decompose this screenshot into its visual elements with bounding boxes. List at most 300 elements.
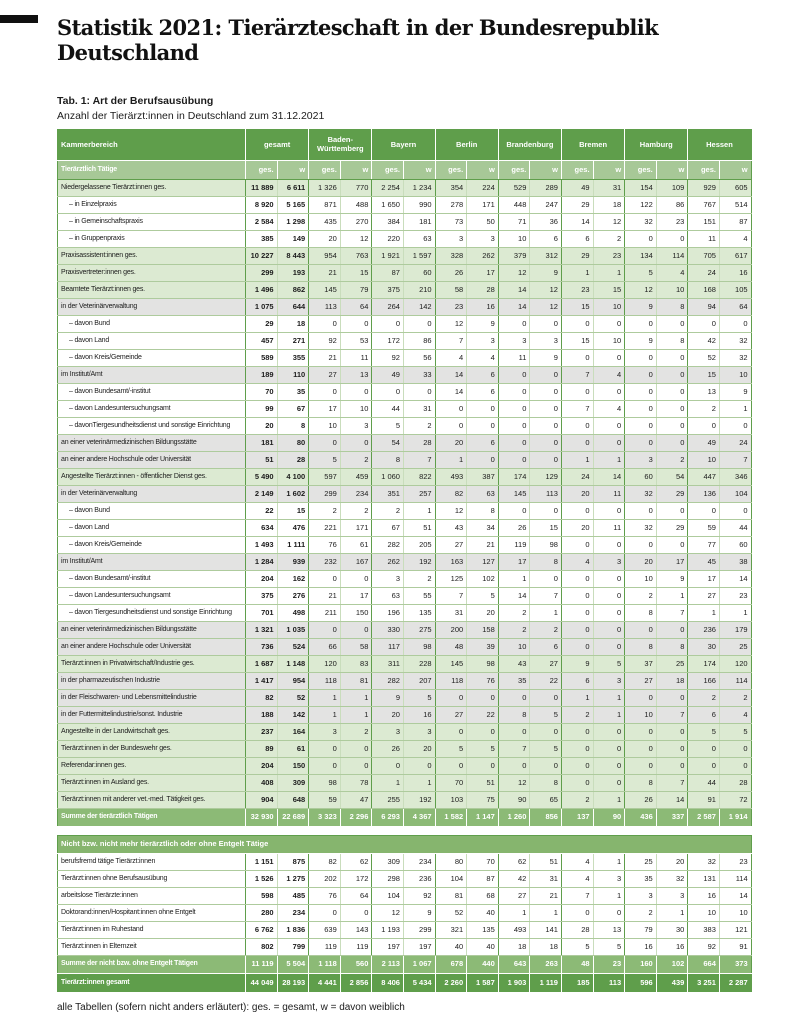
value-cell: 5 xyxy=(403,690,435,707)
value-cell: 1 321 xyxy=(246,622,278,639)
value-cell: 0 xyxy=(593,571,625,588)
value-cell: 7 xyxy=(719,452,751,469)
value-cell: 8 xyxy=(656,299,688,316)
value-cell: 102 xyxy=(656,956,688,974)
value-cell: 0 xyxy=(340,571,372,588)
value-cell: 355 xyxy=(277,350,309,367)
value-cell: 33 xyxy=(403,367,435,384)
value-cell: 28 xyxy=(277,452,309,469)
value-cell: 21 xyxy=(309,265,341,282)
value-cell: 76 xyxy=(309,888,341,905)
value-cell: 42 xyxy=(688,333,720,350)
value-cell: 15 xyxy=(561,333,593,350)
column-header-kammerbereich: Kammerbereich xyxy=(58,130,246,161)
value-cell: 0 xyxy=(498,384,530,401)
value-cell: 125 xyxy=(435,571,467,588)
value-cell: 299 xyxy=(309,486,341,503)
value-cell: 321 xyxy=(435,922,467,939)
value-cell: 4 xyxy=(435,350,467,367)
row-label: an einer veterinärmedizinischen Bildungsstätte xyxy=(58,435,246,452)
value-cell: 81 xyxy=(340,673,372,690)
value-cell: 25 xyxy=(656,656,688,673)
value-cell: 1 xyxy=(530,605,562,622)
value-cell: 12 xyxy=(625,282,657,299)
value-cell: 32 xyxy=(719,350,751,367)
value-cell: 60 xyxy=(625,469,657,486)
value-cell: 0 xyxy=(593,350,625,367)
value-cell: 109 xyxy=(656,180,688,197)
value-cell: 21 xyxy=(530,888,562,905)
value-cell: 644 xyxy=(277,299,309,316)
subcolumn-header: w xyxy=(403,161,435,180)
value-cell: 12 xyxy=(593,214,625,231)
value-cell: 493 xyxy=(435,469,467,486)
value-cell: 736 xyxy=(246,639,278,656)
value-cell: 12 xyxy=(498,775,530,792)
row-label: in der Fleischwaren- und Lebensmittelindustrie xyxy=(58,690,246,707)
value-cell: 0 xyxy=(403,316,435,333)
column-group-header: Berlin xyxy=(435,130,498,161)
row-label: Praxisvertreter:innen ges. xyxy=(58,265,246,282)
value-cell: 17 xyxy=(309,401,341,418)
value-cell: 1 914 xyxy=(719,809,751,827)
value-cell: 2 xyxy=(561,707,593,724)
value-cell: 119 xyxy=(498,537,530,554)
value-cell: 27 xyxy=(435,707,467,724)
value-cell: 204 xyxy=(246,571,278,588)
value-cell: 0 xyxy=(625,316,657,333)
value-cell: 5 xyxy=(309,452,341,469)
value-cell: 2 xyxy=(719,690,751,707)
value-cell: 0 xyxy=(435,418,467,435)
value-cell: 0 xyxy=(656,690,688,707)
value-cell: 1 xyxy=(561,690,593,707)
caption-block xyxy=(57,95,800,122)
statistics-table-inactive xyxy=(57,835,752,993)
value-cell: 20 xyxy=(561,486,593,503)
value-cell: 51 xyxy=(467,775,499,792)
value-cell: 23 xyxy=(719,854,751,871)
value-cell: 145 xyxy=(435,656,467,673)
value-cell: 664 xyxy=(688,956,720,974)
value-cell: 12 xyxy=(435,316,467,333)
value-cell: 13 xyxy=(593,922,625,939)
value-cell: 0 xyxy=(309,435,341,452)
value-cell: 2 xyxy=(561,792,593,809)
value-cell: 10 xyxy=(625,707,657,724)
column-group-header: Hamburg xyxy=(625,130,688,161)
value-cell: 29 xyxy=(561,197,593,214)
value-cell: 282 xyxy=(372,673,404,690)
value-cell: 0 xyxy=(530,367,562,384)
table-row xyxy=(58,888,752,905)
value-cell: 64 xyxy=(340,888,372,905)
value-cell: 14 xyxy=(498,299,530,316)
value-cell: 21 xyxy=(467,537,499,554)
value-cell: 0 xyxy=(719,418,751,435)
value-cell: 7 xyxy=(530,588,562,605)
value-cell: 1 xyxy=(656,905,688,922)
value-cell: 0 xyxy=(688,741,720,758)
value-cell: 193 xyxy=(277,265,309,282)
table-row xyxy=(58,486,752,503)
value-cell: 40 xyxy=(467,939,499,956)
value-cell: 929 xyxy=(688,180,720,197)
value-cell: 0 xyxy=(530,418,562,435)
subheader-row xyxy=(58,161,752,180)
value-cell: 2 xyxy=(372,503,404,520)
value-cell: 280 xyxy=(246,905,278,922)
value-cell: 142 xyxy=(403,299,435,316)
value-cell: 16 xyxy=(467,299,499,316)
value-cell: 171 xyxy=(467,197,499,214)
value-cell: 596 xyxy=(625,974,657,993)
row-label: Praxisassistent:innen ges. xyxy=(58,248,246,265)
value-cell: 2 149 xyxy=(246,486,278,503)
value-cell: 102 xyxy=(467,571,499,588)
value-cell: 205 xyxy=(403,537,435,554)
value-cell: 0 xyxy=(498,452,530,469)
value-cell: 7 xyxy=(561,888,593,905)
value-cell: 5 165 xyxy=(277,197,309,214)
row-label: im Institut/Amt xyxy=(58,554,246,571)
value-cell: 387 xyxy=(467,469,499,486)
value-cell: 289 xyxy=(530,180,562,197)
value-cell: 0 xyxy=(625,537,657,554)
value-cell: 0 xyxy=(530,384,562,401)
value-cell: 0 xyxy=(561,639,593,656)
value-cell: 0 xyxy=(688,418,720,435)
value-cell: 605 xyxy=(719,180,751,197)
value-cell: 2 xyxy=(593,231,625,248)
value-cell: 141 xyxy=(530,922,562,939)
value-cell: 2 xyxy=(498,605,530,622)
table-row xyxy=(58,248,752,265)
row-label: – in Gruppenpraxis xyxy=(58,231,246,248)
value-cell: 181 xyxy=(246,435,278,452)
value-cell: 2 260 xyxy=(435,974,467,993)
value-cell: 2 xyxy=(688,401,720,418)
value-cell: 1 xyxy=(593,707,625,724)
value-cell: 9 xyxy=(372,690,404,707)
value-cell: 27 xyxy=(498,888,530,905)
value-cell: 4 441 xyxy=(309,974,341,993)
value-cell: 127 xyxy=(467,554,499,571)
value-cell: 154 xyxy=(625,180,657,197)
value-cell: 28 xyxy=(403,435,435,452)
value-cell: 408 xyxy=(246,775,278,792)
value-cell: 31 xyxy=(593,180,625,197)
value-cell: 299 xyxy=(403,922,435,939)
value-cell: 634 xyxy=(246,520,278,537)
value-cell: 81 xyxy=(435,888,467,905)
value-cell: 5 xyxy=(719,724,751,741)
row-label: – davon Bund xyxy=(58,316,246,333)
value-cell: 174 xyxy=(498,469,530,486)
table-row xyxy=(58,639,752,656)
value-cell: 34 xyxy=(467,520,499,537)
value-cell: 75 xyxy=(467,792,499,809)
value-cell: 98 xyxy=(467,656,499,673)
value-cell: 20 xyxy=(561,520,593,537)
value-cell: 0 xyxy=(435,758,467,775)
value-cell: 299 xyxy=(246,265,278,282)
value-cell: 383 xyxy=(688,922,720,939)
value-cell: 1 xyxy=(340,707,372,724)
table-row xyxy=(58,656,752,673)
value-cell: 10 xyxy=(593,333,625,350)
value-cell: 197 xyxy=(372,939,404,956)
value-cell: 0 xyxy=(561,503,593,520)
value-cell: 0 xyxy=(309,571,341,588)
value-cell: 82 xyxy=(246,690,278,707)
value-cell: 0 xyxy=(309,316,341,333)
value-cell: 763 xyxy=(340,248,372,265)
value-cell: 92 xyxy=(309,333,341,350)
value-cell: 0 xyxy=(625,724,657,741)
value-cell: 131 xyxy=(688,871,720,888)
value-cell: 79 xyxy=(625,922,657,939)
value-cell: 0 xyxy=(530,316,562,333)
value-cell: 20 xyxy=(246,418,278,435)
value-cell: 0 xyxy=(561,435,593,452)
value-cell: 498 xyxy=(277,605,309,622)
table-row xyxy=(58,741,752,758)
value-cell: 1 xyxy=(593,792,625,809)
value-cell: 0 xyxy=(593,605,625,622)
value-cell: 189 xyxy=(246,367,278,384)
value-cell: 0 xyxy=(719,503,751,520)
value-cell: 0 xyxy=(656,384,688,401)
value-cell: 1 xyxy=(593,452,625,469)
value-cell: 705 xyxy=(688,248,720,265)
row-label: Angestellte in der Landwirtschaft ges. xyxy=(58,724,246,741)
value-cell: 10 xyxy=(625,571,657,588)
value-cell: 436 xyxy=(625,809,657,827)
value-cell: 76 xyxy=(309,537,341,554)
value-cell: 32 xyxy=(625,214,657,231)
row-label: Tierärzt:innen in Elternzeit xyxy=(58,939,246,956)
value-cell: 32 xyxy=(688,854,720,871)
value-cell: 20 xyxy=(435,435,467,452)
subcolumn-header: ges. xyxy=(561,161,593,180)
table-row xyxy=(58,554,752,571)
value-cell: 0 xyxy=(309,384,341,401)
value-cell: 142 xyxy=(277,707,309,724)
subcolumn-header: ges. xyxy=(688,161,720,180)
value-cell: 0 xyxy=(625,690,657,707)
value-cell: 6 xyxy=(467,367,499,384)
value-cell: 0 xyxy=(656,741,688,758)
value-cell: 17 xyxy=(340,588,372,605)
value-cell: 2 xyxy=(340,452,372,469)
value-cell: 9 xyxy=(467,316,499,333)
value-cell: 119 xyxy=(309,939,341,956)
value-cell: 70 xyxy=(246,384,278,401)
value-cell: 3 251 xyxy=(688,974,720,993)
value-cell: 0 xyxy=(593,639,625,656)
value-cell: 39 xyxy=(467,639,499,656)
value-cell: 61 xyxy=(340,537,372,554)
value-cell: 5 xyxy=(467,588,499,605)
value-cell: 234 xyxy=(403,854,435,871)
value-cell: 52 xyxy=(435,905,467,922)
value-cell: 262 xyxy=(372,554,404,571)
value-cell: 27 xyxy=(625,673,657,690)
value-cell: 35 xyxy=(625,871,657,888)
value-cell: 10 xyxy=(719,367,751,384)
table-row xyxy=(58,418,752,435)
value-cell: 0 xyxy=(625,503,657,520)
table-row xyxy=(58,690,752,707)
column-group-header: Brandenburg xyxy=(498,130,561,161)
value-cell: 4 xyxy=(719,231,751,248)
value-cell: 2 113 xyxy=(372,956,404,974)
value-cell: 14 xyxy=(498,588,530,605)
value-cell: 9 xyxy=(403,905,435,922)
table-row xyxy=(58,282,752,299)
value-cell: 37 xyxy=(625,656,657,673)
value-cell: 0 xyxy=(498,690,530,707)
value-cell: 15 xyxy=(530,520,562,537)
section-title: Tierärztlich Tätige xyxy=(58,161,246,180)
value-cell: 0 xyxy=(340,758,372,775)
value-cell: 6 xyxy=(561,231,593,248)
value-cell: 13 xyxy=(688,384,720,401)
row-label: arbeitslose Tierärzte:innen xyxy=(58,888,246,905)
value-cell: 1 xyxy=(498,905,530,922)
value-cell: 1 417 xyxy=(246,673,278,690)
value-cell: 4 100 xyxy=(277,469,309,486)
value-cell: 32 xyxy=(719,333,751,350)
value-cell: 648 xyxy=(277,792,309,809)
value-cell: 179 xyxy=(719,622,751,639)
value-cell: 2 xyxy=(340,503,372,520)
table-row xyxy=(58,956,752,974)
value-cell: 255 xyxy=(372,792,404,809)
header-row xyxy=(58,130,752,161)
value-cell: 90 xyxy=(498,792,530,809)
value-cell: 120 xyxy=(309,656,341,673)
value-cell: 174 xyxy=(688,656,720,673)
value-cell: 1 xyxy=(719,401,751,418)
value-cell: 10 227 xyxy=(246,248,278,265)
value-cell: 26 xyxy=(498,520,530,537)
value-cell: 954 xyxy=(309,248,341,265)
value-cell: 5 490 xyxy=(246,469,278,486)
value-cell: 73 xyxy=(435,214,467,231)
value-cell: 270 xyxy=(340,214,372,231)
value-cell: 3 xyxy=(498,333,530,350)
value-cell: 114 xyxy=(719,871,751,888)
value-cell: 10 xyxy=(656,282,688,299)
value-cell: 11 xyxy=(688,231,720,248)
value-cell: 164 xyxy=(277,724,309,741)
value-cell: 9 xyxy=(719,384,751,401)
value-cell: 16 xyxy=(625,939,657,956)
value-cell: 0 xyxy=(530,690,562,707)
value-cell: 172 xyxy=(340,871,372,888)
value-cell: 4 xyxy=(656,265,688,282)
value-cell: 98 xyxy=(530,537,562,554)
value-cell: 8 xyxy=(498,707,530,724)
table-row xyxy=(58,435,752,452)
value-cell: 0 xyxy=(309,622,341,639)
value-cell: 58 xyxy=(435,282,467,299)
value-cell: 4 xyxy=(561,854,593,871)
value-cell: 3 xyxy=(656,888,688,905)
value-cell: 221 xyxy=(309,520,341,537)
value-cell: 20 xyxy=(625,554,657,571)
value-cell: 68 xyxy=(467,888,499,905)
value-cell: 8 xyxy=(656,333,688,350)
value-cell: 0 xyxy=(498,503,530,520)
value-cell: 2 xyxy=(656,452,688,469)
value-cell: 31 xyxy=(435,605,467,622)
value-cell: 8 xyxy=(625,775,657,792)
value-cell: 51 xyxy=(246,452,278,469)
table-row xyxy=(58,809,752,827)
value-cell: 44 xyxy=(719,520,751,537)
value-cell: 0 xyxy=(656,316,688,333)
value-cell: 82 xyxy=(309,854,341,871)
row-label: Tierärzt:innen mit anderer vet.-med. Tätigkeit ges. xyxy=(58,792,246,809)
value-cell: 440 xyxy=(467,956,499,974)
value-cell: 330 xyxy=(372,622,404,639)
value-cell: 87 xyxy=(372,265,404,282)
value-cell: 23 xyxy=(719,588,751,605)
value-cell: 8 443 xyxy=(277,248,309,265)
value-cell: 135 xyxy=(403,605,435,622)
value-cell: 1 067 xyxy=(403,956,435,974)
footnote: alle Tabellen (sofern nicht anders erläutert): ges. = gesamt, w = davon weiblich xyxy=(57,1002,405,1013)
value-cell: 5 xyxy=(530,741,562,758)
value-cell: 0 xyxy=(593,741,625,758)
value-cell: 1 xyxy=(403,775,435,792)
section-title: Nicht bzw. nicht mehr tierärztlich oder ohne Entgelt Tätige xyxy=(58,836,752,854)
value-cell: 856 xyxy=(530,809,562,827)
value-cell: 1 111 xyxy=(277,537,309,554)
value-cell: 104 xyxy=(435,871,467,888)
column-group-header: Bremen xyxy=(561,130,624,161)
row-label: – davon Bund xyxy=(58,503,246,520)
value-cell: 207 xyxy=(403,673,435,690)
value-cell: 51 xyxy=(403,520,435,537)
value-cell: 271 xyxy=(277,333,309,350)
value-cell: 29 xyxy=(656,486,688,503)
value-cell: 0 xyxy=(688,316,720,333)
value-cell: 7 xyxy=(561,401,593,418)
value-cell: 31 xyxy=(530,871,562,888)
value-cell: 0 xyxy=(561,758,593,775)
value-cell: 0 xyxy=(625,418,657,435)
value-cell: 373 xyxy=(719,956,751,974)
value-cell: 6 xyxy=(467,384,499,401)
value-cell: 99 xyxy=(246,401,278,418)
value-cell: 7 xyxy=(498,741,530,758)
value-cell: 25 xyxy=(719,639,751,656)
value-cell: 282 xyxy=(372,537,404,554)
value-cell: 262 xyxy=(467,248,499,265)
value-cell: 9 xyxy=(561,656,593,673)
value-cell: 0 xyxy=(435,401,467,418)
value-cell: 275 xyxy=(403,622,435,639)
value-cell: 3 xyxy=(467,231,499,248)
value-cell: 55 xyxy=(403,588,435,605)
value-cell: 25 xyxy=(625,854,657,871)
row-label: in der Veterinärverwaltung xyxy=(58,299,246,316)
value-cell: 204 xyxy=(246,758,278,775)
